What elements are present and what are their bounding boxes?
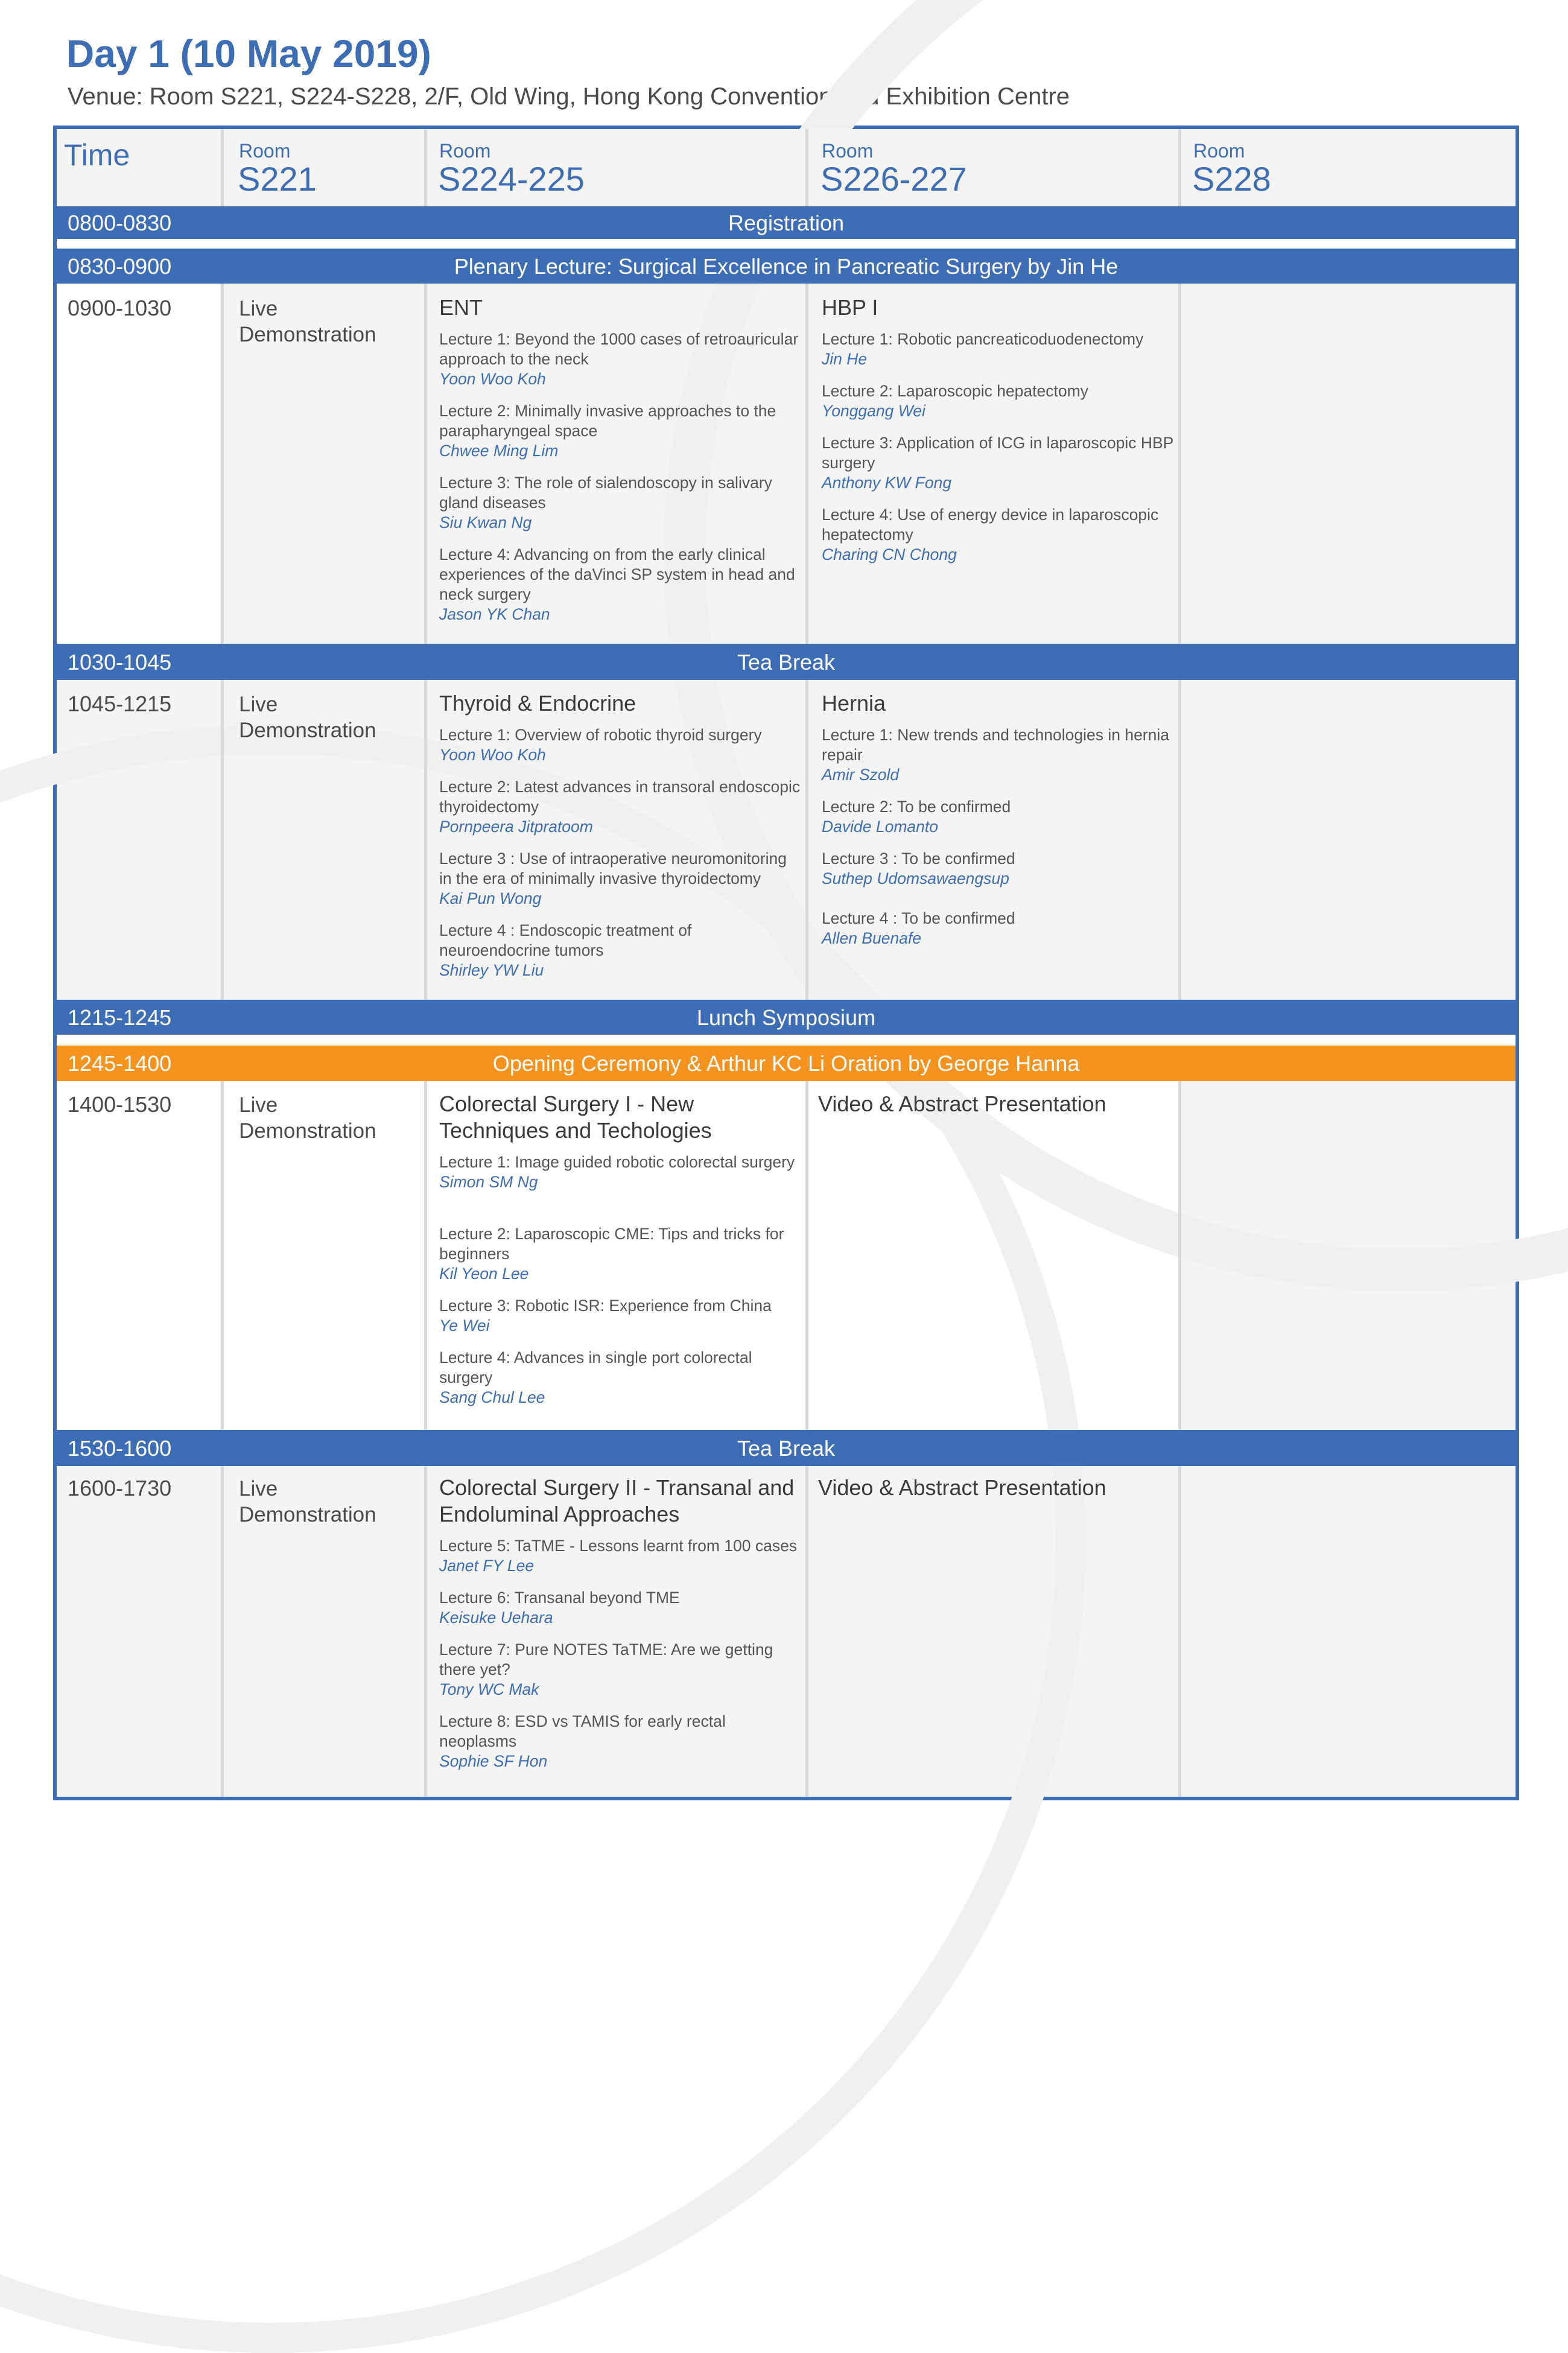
lecture-speaker: Anthony KW Fong (822, 474, 952, 492)
header-room-label: Room (439, 140, 491, 162)
lecture-item (439, 1588, 801, 1628)
lecture-title: Lecture 2: To be confirmed (822, 798, 1011, 816)
lecture-title: Lecture 3: Application of ICG in laparoscopic HBP surgery (822, 434, 1173, 472)
lecture-item (439, 849, 801, 909)
lecture-title: Lecture 3 : Use of intraoperative neuromonitoring in the era of minimally invasive thyroidectomy (439, 849, 787, 888)
bar-tea-break (57, 1430, 1516, 1466)
lecture-speaker: Amir Szold (822, 766, 900, 784)
bar-tea-break (57, 644, 1516, 680)
column-divider (221, 680, 224, 1000)
header-room-label: Room (822, 140, 874, 162)
bar-gap (57, 239, 1516, 249)
lecture-item (439, 473, 801, 533)
column-divider (221, 1081, 224, 1430)
column-divider (424, 284, 427, 644)
lecture-title: Lecture 1: New trends and technologies in hernia repair (822, 726, 1169, 764)
bar-time: 1245-1400 (68, 1051, 172, 1076)
bar-registration (57, 206, 1516, 239)
column-divider (424, 1466, 427, 1797)
lecture-speaker: Jason YK Chan (439, 605, 550, 623)
column-divider (805, 284, 808, 644)
lecture-speaker: Siu Kwan Ng (439, 513, 532, 532)
lecture-title: Lecture 4: Advances in single port colorectal surgery (439, 1348, 752, 1386)
lecture-speaker: Pornpeera Jitpratoom (439, 818, 593, 836)
live-demonstration: Live Demonstration (239, 1093, 376, 1143)
lecture-item (822, 849, 1184, 889)
bar-time: 1530-1600 (68, 1436, 172, 1461)
lecture-item (822, 725, 1184, 785)
column-divider (1178, 1081, 1181, 1430)
lecture-speaker: Simon SM Ng (439, 1173, 538, 1191)
lecture-speaker: Davide Lomanto (822, 818, 938, 836)
lecture-speaker: Yonggang Wei (822, 402, 925, 420)
header-room-label: Room (239, 140, 291, 162)
row-time: 1045-1215 (68, 691, 172, 716)
lecture-title: Lecture 2: Minimally invasive approaches to the parapharyngeal space (439, 402, 776, 440)
lecture-speaker: Janet FY Lee (439, 1557, 535, 1575)
column-divider (424, 1081, 427, 1430)
header-room-s226-227: S226-227 (821, 160, 967, 198)
lecture-item (822, 909, 1184, 948)
lecture-item (439, 777, 801, 837)
lecture-speaker: Allen Buenafe (822, 929, 922, 947)
bar-label: Opening Ceremony & Arthur KC Li Oration by George Hanna (492, 1051, 1080, 1076)
venue-text: Venue: Room S221, S224-S228, 2/F, Old Wing, Hong Kong Convention and Exhibition Centre (68, 83, 1070, 110)
live-demonstration: Live Demonstration (239, 297, 376, 346)
lecture-speaker: Shirley YW Liu (439, 961, 544, 979)
header-room-label: Room (1193, 140, 1245, 162)
bar-lunch-symposium (57, 1000, 1516, 1035)
lecture-speaker: Sophie SF Hon (439, 1752, 548, 1770)
bar-label: Lunch Symposium (696, 1005, 876, 1030)
session-title: Video & Abstract Presentation (818, 1091, 1106, 1116)
lecture-speaker: Ye Wei (439, 1316, 490, 1335)
page-title: Day 1 (10 May 2019) (66, 32, 431, 75)
column-divider (221, 1466, 224, 1797)
lecture-item (439, 725, 801, 765)
lecture-title: Lecture 3: The role of sialendoscopy in salivary gland diseases (439, 474, 772, 512)
bar-time: 0830-0900 (68, 254, 172, 279)
bar-label: Tea Break (737, 1436, 836, 1461)
column-divider (1178, 1466, 1181, 1797)
session-title: Colorectal Surgery II - Transanal and Endoluminal Approaches (439, 1475, 795, 1526)
lecture-title: Lecture 1: Image guided robotic colorectal surgery (439, 1153, 795, 1171)
bar-opening-ceremony (57, 1046, 1516, 1081)
lecture-title: Lecture 4: Advancing on from the early clinical experiences of the daVinci SP system in head and neck surgery (439, 545, 795, 603)
lecture-speaker: Kil Yeon Lee (439, 1265, 529, 1283)
lecture-speaker: Keisuke Uehara (439, 1608, 553, 1627)
lecture-item (439, 1712, 801, 1771)
session-title: Thyroid & Endocrine (439, 691, 636, 716)
lecture-title: Lecture 2: Latest advances in transoral endoscopic thyroidectomy (439, 778, 801, 816)
lecture-speaker: Suthep Udomsawaengsup (822, 869, 1009, 888)
session-title: ENT (439, 295, 483, 320)
lecture-item (822, 329, 1184, 369)
lecture-title: Lecture 2: Laparoscopic hepatectomy (822, 382, 1088, 400)
column-divider (1178, 129, 1181, 206)
lecture-title: Lecture 3 : To be confirmed (822, 849, 1015, 868)
bar-time: 0800-0830 (68, 211, 172, 235)
column-divider (805, 1081, 808, 1430)
lecture-item (439, 1536, 801, 1576)
lecture-item (439, 1296, 801, 1336)
lecture-speaker: Kai Pun Wong (439, 889, 542, 907)
column-divider (805, 129, 808, 206)
lecture-speaker: Yoon Woo Koh (439, 370, 546, 388)
lecture-item (439, 329, 801, 389)
bar-time: 1030-1045 (68, 650, 172, 675)
lecture-item (439, 1348, 801, 1408)
column-divider (424, 680, 427, 1000)
lecture-item (439, 1152, 801, 1192)
session-title: Hernia (822, 691, 886, 716)
header-room-s221: S221 (238, 160, 317, 198)
header-room-s224-225: S224-225 (438, 160, 585, 198)
lecture-title: Lecture 2: Laparoscopic CME: Tips and tricks for beginners (439, 1225, 784, 1263)
lecture-item (822, 433, 1184, 493)
bar-label: Registration (728, 211, 845, 235)
lecture-title: Lecture 5: TaTME - Lessons learnt from 100 cases (439, 1537, 798, 1555)
lecture-title: Lecture 6: Transanal beyond TME (439, 1589, 680, 1607)
header-time: Time (64, 138, 130, 172)
column-divider (805, 680, 808, 1000)
lecture-speaker: Yoon Woo Koh (439, 746, 546, 764)
bar-label: Plenary Lecture: Surgical Excellence in Pancreatic Surgery by Jin He (454, 254, 1119, 279)
bar-time: 1215-1245 (68, 1005, 172, 1030)
row-time: 1600-1730 (68, 1476, 172, 1500)
session-title: HBP I (822, 295, 878, 320)
column-divider (424, 129, 427, 206)
bar-gap (57, 1035, 1516, 1046)
lecture-speaker: Sang Chul Lee (439, 1388, 545, 1406)
lecture-item (439, 401, 801, 461)
lecture-item (439, 921, 801, 980)
lecture-item (439, 1640, 801, 1700)
header-room-s228: S228 (1192, 160, 1271, 198)
live-demonstration: Live Demonstration (239, 1477, 376, 1526)
lecture-speaker: Charing CN Chong (822, 545, 957, 564)
lecture-title: Lecture 8: ESD vs TAMIS for early rectal neoplasms (439, 1712, 726, 1750)
row-time: 0900-1030 (68, 296, 172, 320)
column-divider (221, 129, 224, 206)
lecture-item (822, 797, 1184, 837)
lecture-title: Lecture 3: Robotic ISR: Experience from China (439, 1297, 772, 1315)
lecture-item (822, 381, 1184, 421)
bar-plenary-lecture (57, 249, 1516, 284)
lecture-speaker: Jin He (822, 350, 868, 368)
lecture-title: Lecture 1: Robotic pancreaticoduodenectomy (822, 330, 1144, 348)
live-demonstration: Live Demonstration (239, 693, 376, 742)
lecture-item (439, 545, 801, 624)
lecture-title: Lecture 1: Overview of robotic thyroid surgery (439, 726, 762, 744)
lecture-title: Lecture 1: Beyond the 1000 cases of retroauricular approach to the neck (439, 330, 799, 368)
row-time: 1400-1530 (68, 1092, 172, 1117)
lecture-speaker: Tony WC Mak (439, 1680, 539, 1698)
lecture-title: Lecture 4 : To be confirmed (822, 909, 1015, 927)
bar-label: Tea Break (737, 650, 836, 675)
column-divider (221, 284, 224, 644)
lecture-item (822, 505, 1184, 565)
lecture-title: Lecture 7: Pure NOTES TaTME: Are we getting there yet? (439, 1640, 773, 1678)
lecture-title: Lecture 4 : Endoscopic treatment of neuroendocrine tumors (439, 921, 692, 959)
session-title: Colorectal Surgery I - New Techniques and Techologies (439, 1091, 712, 1143)
lecture-title: Lecture 4: Use of energy device in laparoscopic hepatectomy (822, 506, 1159, 544)
lecture-item (439, 1224, 801, 1284)
session-title: Video & Abstract Presentation (818, 1475, 1106, 1500)
lecture-speaker: Chwee Ming Lim (439, 442, 559, 460)
